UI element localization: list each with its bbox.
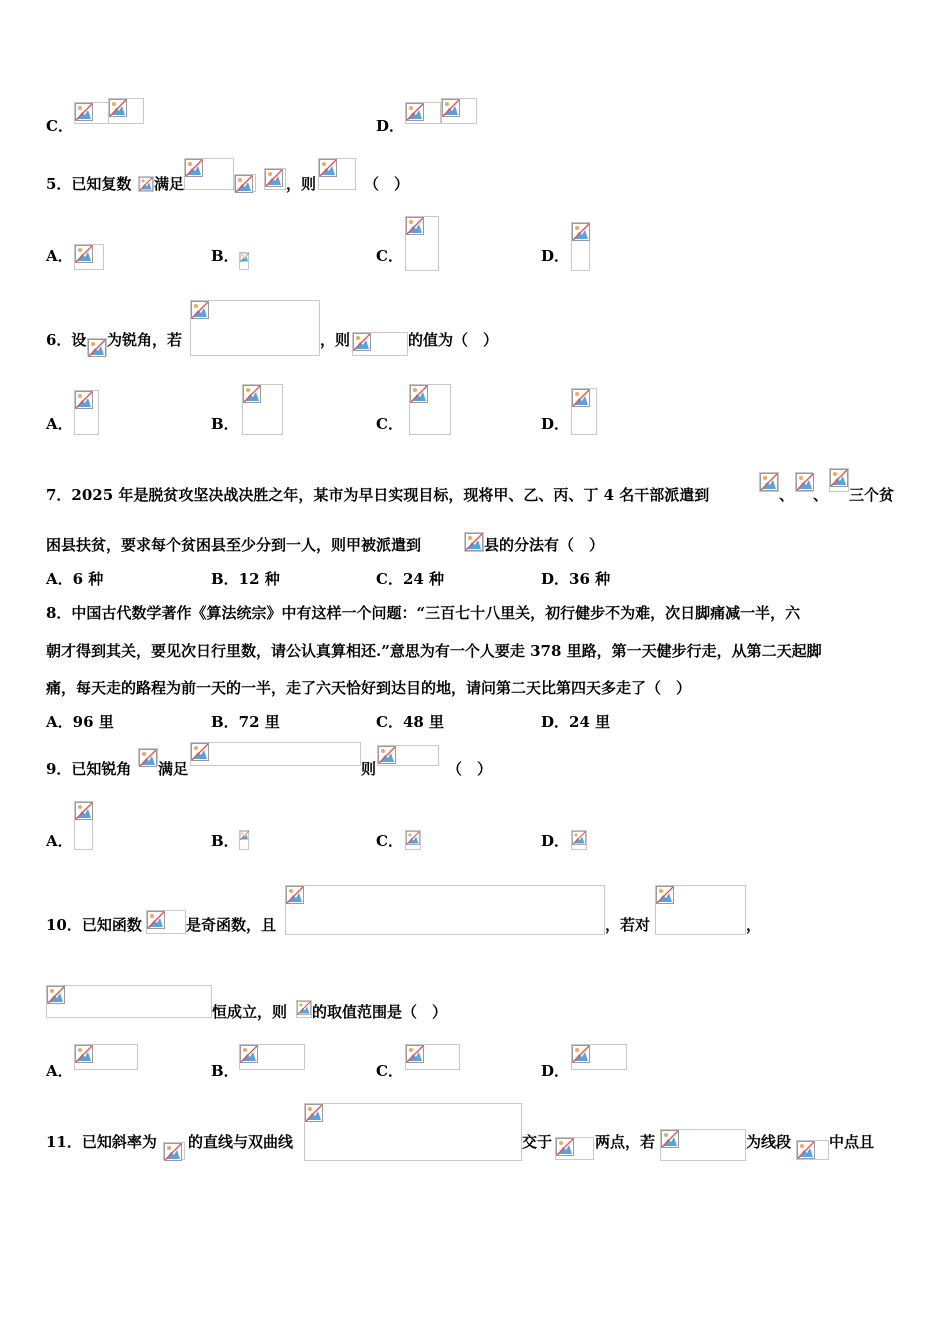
q10-text-odd: 是奇函数，且 (186, 916, 277, 934)
q11-text-midpoint: 中点且 (829, 1133, 875, 1151)
q10-option-d-label: D． (541, 1062, 570, 1080)
broken-image-icon (406, 103, 424, 121)
q8-line-1: 8．中国古代数学著作《算法统宗》中有这样一个问题：“三百七十八里关，初行健步不为难，次日脚痛减一半，六 (46, 604, 801, 622)
q9-option-b-label: B． (211, 832, 239, 850)
broken-image-icon (830, 469, 848, 487)
broken-image-icon (240, 831, 249, 840)
q11-formula-hyperbola (304, 1103, 522, 1161)
broken-image-icon (75, 802, 93, 820)
broken-image-icon (164, 1143, 182, 1161)
broken-image-icon (305, 1104, 323, 1122)
broken-image-icon (286, 886, 304, 904)
broken-image-icon (406, 831, 420, 845)
q10-formula-inequality (46, 985, 212, 1018)
q8-line-2: 朝才得到其关，要见次日行里数，请公认真算相还.”意思为有一个人要走 378 里路，第一天健步行走，从第二天起脚 (46, 642, 822, 660)
q10-prefix: 10．已知函数 (46, 916, 142, 934)
q6-text-acute: 为锐角，若 (107, 331, 183, 349)
broken-image-icon (191, 743, 209, 761)
q5-option-c-label: C． (376, 247, 403, 265)
broken-image-icon (796, 473, 814, 491)
q7-line-1-end: 三个贫 (849, 486, 895, 504)
q5-formula-2 (234, 174, 256, 192)
q7-sep-2: 、 (813, 486, 829, 504)
q7-formula-c (829, 468, 849, 492)
q6-formula-target (352, 332, 408, 356)
q10-option-b-image (239, 1044, 305, 1070)
broken-image-icon (572, 223, 590, 241)
broken-image-icon (556, 1138, 574, 1156)
q6-text-value: 的值为（ ） (408, 331, 499, 349)
q5-option-c-image (405, 216, 439, 271)
q6-option-b-label: B． (211, 415, 239, 433)
q7-option-a: A．6 种 (46, 570, 104, 588)
q4-option-d-image (405, 102, 441, 124)
q6-option-c-label: C． (376, 415, 403, 433)
q8-line-3: 痛，每天走的路程为前一天的一半，走了六天恰好到达目的地，请问第二天比第四天多走了（ ） (46, 679, 692, 697)
q11-formula-k (163, 1142, 185, 1160)
broken-image-icon (75, 391, 93, 409)
q10-formula-domain (655, 885, 746, 935)
q9-option-d-image (571, 830, 587, 850)
q7-line-2b: 县的分法有（ ） (484, 536, 605, 554)
broken-image-icon (760, 473, 778, 491)
q10-formula-f (146, 910, 186, 934)
q9-option-a-image (74, 801, 93, 850)
broken-image-icon (185, 159, 203, 177)
q10-option-d-image (571, 1044, 627, 1070)
q5-formula-1 (184, 158, 234, 190)
broken-image-icon (442, 99, 460, 117)
broken-image-icon (147, 911, 165, 929)
q10-line-2b: 的取值范围是（ ） (312, 1003, 448, 1021)
q7-formula-county (464, 532, 484, 552)
q7-option-c: C．24 种 (376, 570, 445, 588)
q7-option-b: B．12 种 (211, 570, 280, 588)
q6-option-a-image (74, 390, 99, 435)
q5-option-a-image (74, 244, 104, 270)
q10-option-a-label: A． (46, 1062, 73, 1080)
q7-option-d: D．36 种 (541, 570, 611, 588)
q9-paren: （ ） (447, 760, 493, 778)
q5-formula-z (138, 176, 154, 192)
q10-formula-param (296, 1000, 312, 1018)
broken-image-icon (465, 533, 483, 551)
q5-formula-4 (318, 158, 356, 190)
q11-text-intersect: 交于 (522, 1133, 553, 1151)
broken-image-icon (572, 1045, 590, 1063)
q5-option-b-label: B． (211, 247, 239, 265)
q5-option-b-image (239, 252, 249, 270)
q11-formula-point (660, 1129, 746, 1161)
q9-option-c-image (405, 830, 421, 850)
broken-image-icon (240, 253, 249, 262)
q6-formula-condition (190, 300, 320, 356)
broken-image-icon (797, 1141, 815, 1159)
q9-prefix: 9．已知锐角 (46, 760, 132, 778)
broken-image-icon (265, 169, 283, 187)
q9-option-b-image (239, 830, 249, 850)
q9-formula-target (377, 745, 439, 766)
broken-image-icon (88, 339, 106, 357)
broken-image-icon (297, 1001, 311, 1015)
q9-formula-condition (190, 742, 361, 766)
q9-option-d-label: D． (541, 832, 570, 850)
q5-formula-3 (264, 168, 286, 190)
q10-option-a-image (74, 1044, 138, 1070)
q7-sep-1: 、 (779, 486, 795, 504)
q5-text-then: ，则 (286, 175, 317, 193)
broken-image-icon (75, 103, 93, 121)
q5-option-d-label: D． (541, 247, 570, 265)
broken-image-icon (243, 385, 261, 403)
q10-text-if: ，若对 (605, 916, 651, 934)
q5-prefix: 5．已知复数 (46, 175, 132, 193)
q5-text-satisfy: 满足 (154, 175, 185, 193)
q7-formula-b (795, 472, 813, 492)
broken-image-icon (406, 217, 424, 235)
q6-option-d-label: D． (541, 415, 570, 433)
q4-option-d-label: D． (376, 117, 405, 135)
broken-image-icon (353, 333, 371, 351)
q7-line-2a: 困县扶贫，要求每个贫困县至少分到一人，则甲被派遣到 (46, 536, 422, 554)
broken-image-icon (378, 746, 396, 764)
broken-image-icon (410, 385, 428, 403)
q6-prefix: 6．设 (46, 331, 87, 349)
q4-option-c-image-2 (108, 98, 144, 124)
q10-comma: ， (746, 916, 762, 934)
broken-image-icon (661, 1130, 679, 1148)
q6-option-d-image (571, 388, 597, 435)
q9-option-c-label: C． (376, 832, 403, 850)
broken-image-icon (319, 159, 337, 177)
q4-option-d-image-2 (441, 98, 477, 124)
broken-image-icon (572, 831, 586, 845)
q9-text-satisfy: 满足 (158, 760, 189, 778)
q7-line-1: 7．2025 年是脱贫攻坚决战决胜之年，某市为早日实现目标，现将甲、乙、丙、丁 4 名干部派遣到 (46, 486, 710, 504)
q9-formula-alpha (138, 748, 158, 766)
q10-option-c-image (405, 1044, 460, 1070)
q11-text-line: 的直线与双曲线 (188, 1133, 294, 1151)
broken-image-icon (572, 389, 590, 407)
broken-image-icon (139, 749, 157, 767)
broken-image-icon (109, 99, 127, 117)
broken-image-icon (240, 1045, 258, 1063)
q8-option-d: D．24 里 (541, 713, 611, 731)
q6-formula-alpha (87, 338, 107, 356)
q6-option-a-label: A． (46, 415, 73, 433)
q6-option-c-image (409, 384, 451, 435)
broken-image-icon (139, 177, 153, 191)
broken-image-icon (75, 245, 93, 263)
q10-formula-definition (285, 885, 605, 935)
q5-option-d-image (571, 222, 590, 271)
q11-text-segment: 为线段 (746, 1133, 792, 1151)
broken-image-icon (406, 1045, 424, 1063)
broken-image-icon (75, 1045, 93, 1063)
q11-formula-ab (555, 1137, 594, 1160)
q9-text-then: 则 (361, 760, 377, 778)
q8-option-c: C．48 里 (376, 713, 445, 731)
q10-option-c-label: C． (376, 1062, 403, 1080)
q8-option-a: A．96 里 (46, 713, 114, 731)
q10-option-b-label: B． (211, 1062, 239, 1080)
broken-image-icon (47, 986, 65, 1004)
q10-line-2a: 恒成立，则 (212, 1003, 288, 1021)
q6-option-b-image (242, 384, 283, 435)
broken-image-icon (656, 886, 674, 904)
q4-option-c-label: C． (46, 117, 73, 135)
q11-formula-segment (796, 1140, 829, 1160)
broken-image-icon (235, 175, 253, 193)
q4-option-c-image (74, 102, 110, 124)
q6-text-then: ，则 (320, 331, 351, 349)
q5-paren: （ ） (364, 175, 410, 193)
broken-image-icon (191, 301, 209, 319)
q9-option-a-label: A． (46, 832, 73, 850)
q11-text-points: 两点，若 (595, 1133, 656, 1151)
q11-prefix: 11．已知斜率为 (46, 1133, 157, 1151)
q5-option-a-label: A． (46, 247, 73, 265)
q7-formula-a (759, 472, 779, 492)
q8-option-b: B．72 里 (211, 713, 280, 731)
